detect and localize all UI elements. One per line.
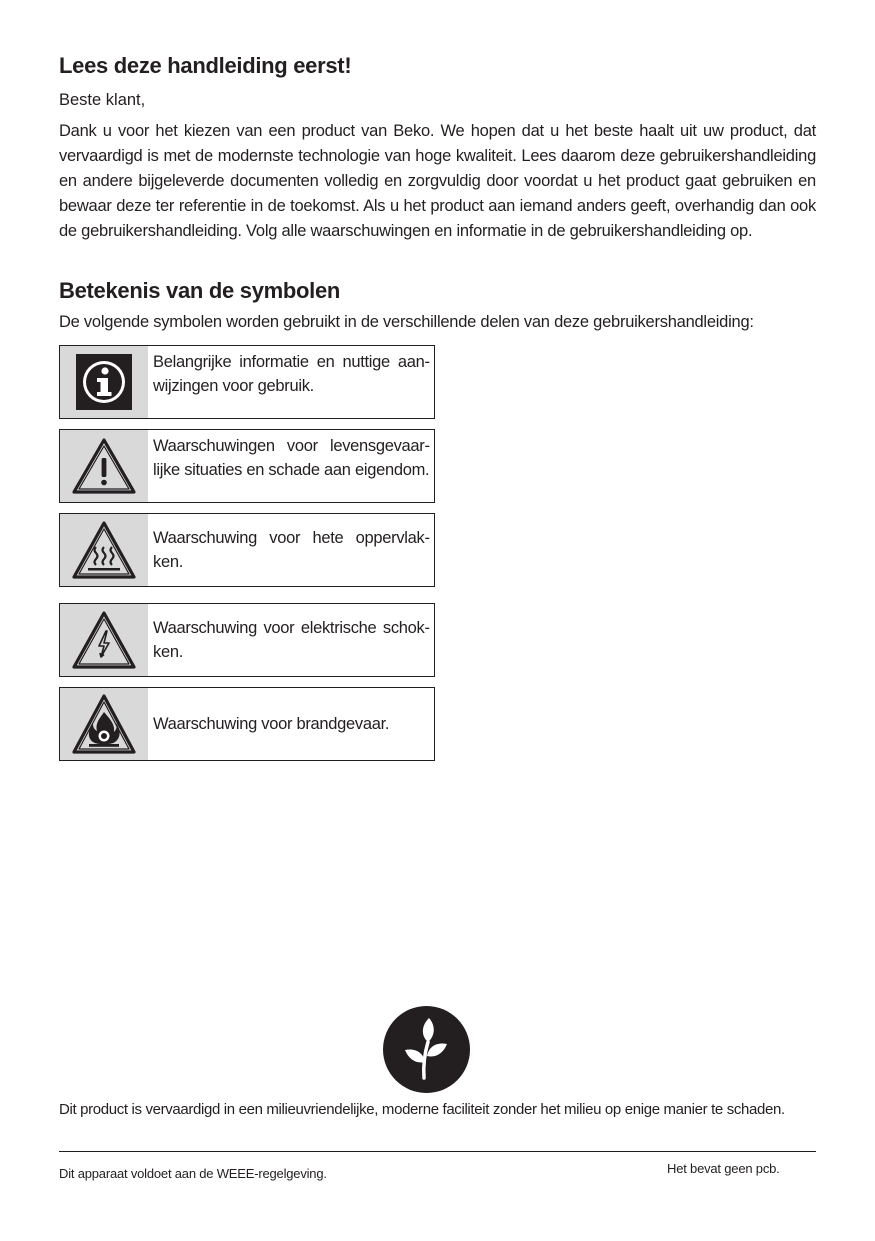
symbol-text-info: Belangrijke informatie en nuttige aanwijzingen voor gebruik. [153,353,430,395]
symbols-heading: Betekenis van de symbolen [59,278,341,303]
symbol-text-fire: Waarschuwing voor brandgevaar. [153,715,390,733]
warning-icon [60,430,148,502]
intro-paragraph: Dank u voor het kiezen van een product van Beko. We hopen dat u het beste haalt uit uw product, dat vervaardigd is met de modernste technologie van hoge kwaliteit. Lees daarom deze gebruikershandleiding en andere bijgeleverde documenten volledig en zorgvuldig door voordat u het product gaat gebruiken en bewaar deze ter referentie in de toekomst. Als u het product aan iemand anders geeft, overhandig dan ook de gebruikershandleiding. Volg alle waarschuwingen en informatie in de gebruikershandleiding op. [59,122,816,240]
symbol-text-warning: Waarschuwingen voor levensgevaarlijke situaties en schade aan eigendom. [153,437,430,479]
eco-statement: Dit product is vervaardigd in een milieuvriendelijke, moderne faciliteit zonder het milieu op enige manier te schaden. [59,1101,785,1118]
greeting: Beste klant, [59,91,146,109]
footer-divider [59,1151,816,1152]
symbol-row-info [59,345,435,419]
hot-surface-icon [60,514,148,586]
symbol-row-hot-surface [59,513,435,587]
weee-notice: Dit apparaat voldoet aan de WEEE-regelgeving. [59,1166,327,1181]
main-heading: Lees deze handleiding eerst! [59,53,352,78]
symbol-text-hot-surface: Waarschuwing voor hete oppervlakken. [153,529,430,571]
electric-shock-icon [60,604,148,676]
symbol-text-electric-shock: Waarschuwing voor elektrische schokken. [153,619,430,661]
fire-icon [60,688,148,760]
info-icon [60,346,148,418]
symbol-row-electric-shock [59,603,435,677]
symbols-intro: De volgende symbolen worden gebruikt in de verschillende delen van deze gebruikershandleiding: [59,313,754,331]
symbol-row-fire [59,687,435,761]
symbol-row-warning [59,429,435,503]
eco-leaf-icon [383,1006,470,1093]
pcb-notice: Het bevat geen pcb. [667,1161,780,1176]
